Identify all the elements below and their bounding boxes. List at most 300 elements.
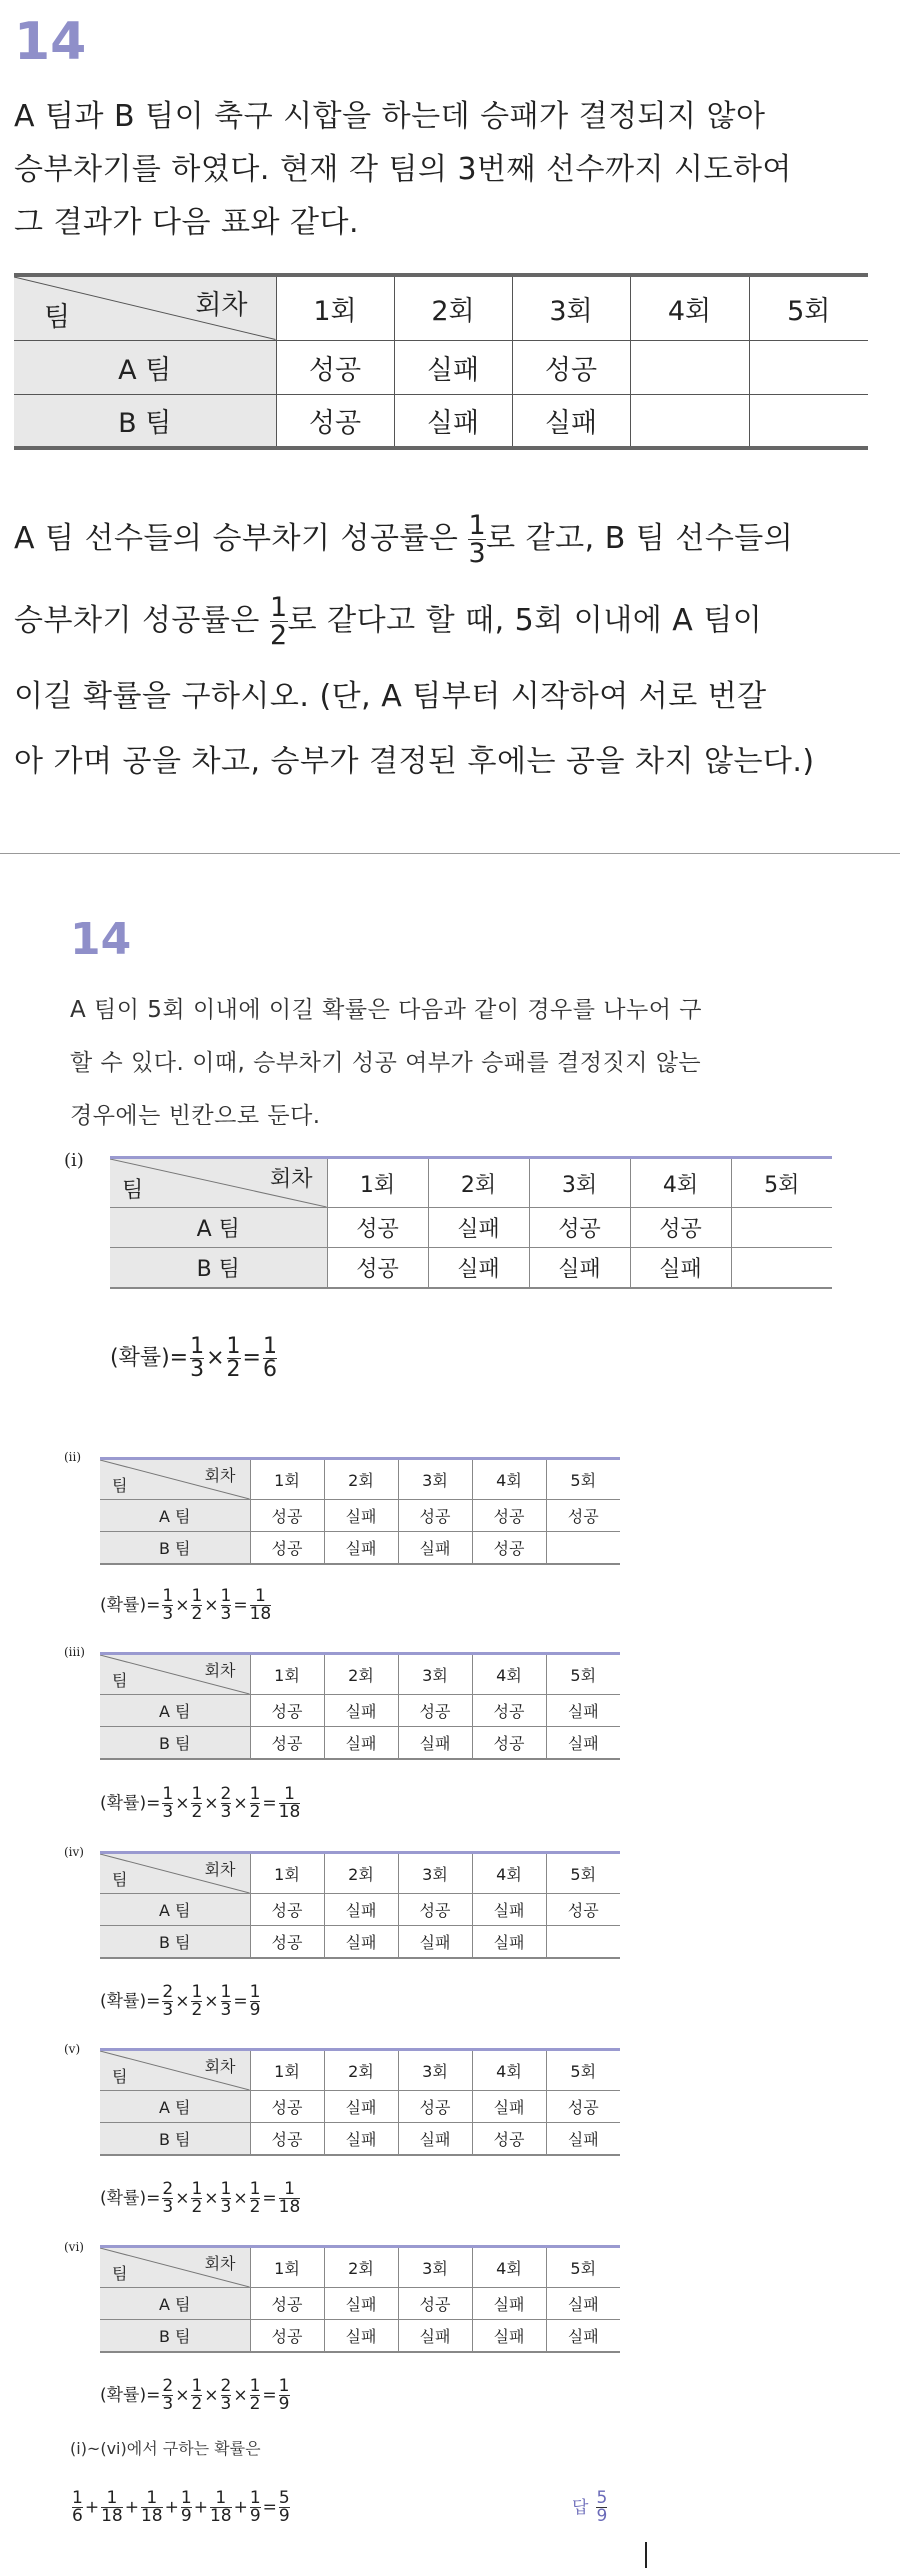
times-sign: × [204, 2188, 219, 2209]
fraction-denominator: 18 [209, 2506, 232, 2526]
question-table [14, 273, 868, 450]
probability-formula [100, 2378, 292, 2413]
times-sign: × [204, 2385, 219, 2406]
result-cell: 성공 [398, 2091, 472, 2123]
fraction-denominator: 3 [220, 1604, 232, 1624]
condition-line: 아 가며 공을 차고, 승부가 결정된 후에는 공을 차지 않는다.) [14, 744, 815, 779]
table-corner-cell [100, 1654, 250, 1695]
round-header: 4회 [472, 1654, 546, 1695]
result-cell: 성공 [250, 2288, 324, 2320]
equals-sign: = [146, 1595, 161, 1616]
round-header: 5회 [764, 1172, 800, 1198]
equals-sign: = [233, 1595, 248, 1616]
equals-sign: = [262, 2385, 277, 2406]
fraction-numerator: 1 [72, 2488, 83, 2508]
fraction [191, 2378, 202, 2413]
solution-line: 할 수 있다. 이때, 승부차기 성공 여부가 승패를 결정짓지 않는 [70, 1050, 702, 1076]
result-cell: 실패 [398, 1532, 472, 1564]
probability-formula [100, 1786, 302, 1821]
case-label: (vi) [64, 2240, 84, 2254]
probability-formula [100, 2181, 302, 2216]
case-label: (iii) [64, 1645, 85, 1659]
fraction [162, 1786, 173, 1821]
result-cell: 실패 [428, 1208, 529, 1248]
result-cell: 실패 [398, 2123, 472, 2155]
table-corner-cell [100, 2050, 250, 2091]
times-sign: × [175, 1991, 190, 2012]
result-cell: 실패 [394, 394, 512, 448]
equals-sign: = [262, 1793, 277, 1814]
result-cell: 실패 [472, 2288, 546, 2320]
team-a-label: A 팀 [14, 340, 276, 394]
round-header: 4회 [472, 2247, 546, 2288]
text-cursor [645, 2542, 647, 2568]
fraction-denominator: 3 [220, 2394, 232, 2414]
result-cell: 성공 [250, 1500, 324, 1532]
round-header: 1회 [250, 1654, 324, 1695]
fraction-denominator: 3 [190, 1357, 205, 1382]
fraction-denominator: 3 [220, 2197, 232, 2217]
result-cell [546, 1926, 620, 1958]
fraction-numerator: 2 [162, 2376, 174, 2396]
corner-team-label: 팀 [112, 1476, 128, 1495]
question-line: A 팀과 B 팀이 축구 시합을 하는데 승패가 결정되지 않아 [14, 99, 766, 134]
result-cell: 실패 [567, 2295, 599, 2314]
condition-text-part: 로 같다고 할 때, 5회 이내에 A 팀이 [287, 603, 763, 638]
result-cell: 성공 [250, 1894, 324, 1926]
result-cell: 성공 [472, 1500, 546, 1532]
result-cell: 성공 [630, 1208, 731, 1248]
fraction-denominator: 2 [249, 1802, 261, 1822]
team-a-label: A 팀 [110, 1208, 327, 1248]
condition-line: 이길 확률을 구하시오. (단, A 팀부터 시작하여 서로 번갈 [14, 679, 767, 714]
fraction-numerator: 2 [220, 2376, 232, 2396]
fraction-denominator: 2 [191, 2394, 203, 2414]
result-cell: 실패 [529, 1248, 630, 1288]
probability-label: (확률) [100, 1991, 147, 2012]
result-cell: 실패 [512, 394, 630, 448]
solution-text [70, 984, 702, 1143]
corner-round-label: 회차 [204, 1661, 236, 1680]
result-cell: 성공 [472, 1695, 546, 1727]
fraction-numerator: 1 [249, 2179, 261, 2199]
fraction [250, 1588, 272, 1623]
question-text [14, 90, 792, 249]
fraction [227, 1336, 241, 1381]
round-header: 1회 [250, 2050, 324, 2091]
round-header: 2회 [324, 1654, 398, 1695]
fraction [279, 2378, 290, 2413]
fraction-numerator: 1 [191, 1982, 203, 2002]
corner-round-label: 회차 [204, 1466, 236, 1485]
fraction-numerator: 1 [146, 2488, 158, 2508]
round-header: 5회 [570, 1865, 597, 1884]
times-sign: × [233, 2188, 248, 2209]
round-header: 3회 [512, 275, 630, 340]
team-b-label: B 팀 [100, 1926, 250, 1958]
fraction-denominator: 9 [278, 2394, 290, 2414]
result-cell [731, 1208, 832, 1248]
result-cell: 실패 [428, 1248, 529, 1288]
equals-sign: = [146, 1793, 161, 1814]
round-header: 2회 [428, 1158, 529, 1208]
times-sign: × [175, 1595, 190, 1616]
result-cell: 실패 [398, 2320, 472, 2352]
fraction [191, 1588, 202, 1623]
equals-sign: = [146, 2385, 161, 2406]
fraction-numerator: 1 [220, 1982, 232, 2002]
fraction-denominator: 9 [249, 2506, 261, 2526]
fraction [221, 2378, 232, 2413]
round-header: 1회 [276, 275, 394, 340]
result-cell: 성공 [529, 1208, 630, 1248]
result-cell [546, 1532, 620, 1564]
result-cell: 성공 [472, 1532, 546, 1564]
times-sign: × [175, 1793, 190, 1814]
result-cell: 성공 [250, 2123, 324, 2155]
fraction-numerator: 1 [262, 1334, 277, 1359]
corner-round-label: 회차 [269, 1167, 313, 1192]
fraction-numerator: 2 [162, 1982, 174, 2002]
fraction-denominator: 6 [72, 2506, 83, 2526]
plus-sign: + [84, 2497, 100, 2518]
fraction [162, 2378, 173, 2413]
team-a-label: A 팀 [100, 1500, 250, 1532]
result-cell: 성공 [472, 2123, 546, 2155]
fraction-denominator: 2 [191, 2197, 203, 2217]
team-b-label: B 팀 [100, 2123, 250, 2155]
question-line: 승부차기를 하였다. 현재 각 팀의 3번째 선수까지 시도하여 [14, 152, 792, 187]
team-a-label: A 팀 [100, 1894, 250, 1926]
result-cell: 실패 [324, 1727, 398, 1759]
fraction-numerator: 1 [220, 1586, 232, 1606]
round-header: 5회 [787, 295, 831, 327]
case-label: (v) [64, 2042, 81, 2056]
probability-formula [100, 1588, 273, 1623]
fraction [162, 1588, 173, 1623]
result-cell: 실패 [324, 2091, 398, 2123]
result-cell: 실패 [567, 2326, 599, 2346]
fraction-numerator: 1 [191, 1784, 203, 1804]
times-sign: × [206, 1345, 225, 1371]
fraction [162, 1984, 173, 2019]
fraction [596, 2490, 607, 2525]
case-table [100, 1652, 620, 1760]
fraction-numerator: 1 [255, 1586, 266, 1606]
probability-formula [100, 1984, 262, 2019]
plus-sign: + [124, 2497, 139, 2518]
equals-sign: = [169, 1345, 189, 1371]
round-header: 5회 [570, 1666, 597, 1685]
case-label: (iv) [64, 1845, 84, 1859]
result-cell: 실패 [324, 1500, 398, 1532]
round-header: 1회 [250, 1853, 324, 1894]
fraction [191, 1786, 202, 1821]
result-cell: 실패 [324, 1695, 398, 1727]
result-cell: 성공 [250, 2320, 324, 2352]
result-cell: 성공 [398, 2288, 472, 2320]
corner-team-label: 팀 [112, 1870, 128, 1889]
fraction-denominator: 3 [162, 2394, 174, 2414]
fraction-denominator: 9 [278, 2506, 290, 2526]
probability-label: (확률) [110, 1345, 170, 1371]
equals-sign: = [262, 2497, 277, 2518]
round-header: 4회 [472, 1853, 546, 1894]
round-header: 3회 [398, 2247, 472, 2288]
fraction-denominator: 9 [596, 2506, 608, 2526]
fraction-numerator: 5 [596, 2488, 608, 2508]
fraction [279, 2181, 301, 2216]
corner-team-label: 팀 [122, 1178, 144, 1203]
result-cell [731, 1248, 832, 1288]
result-cell: 성공 [250, 1695, 324, 1727]
round-header: 3회 [529, 1158, 630, 1208]
fraction [191, 1984, 202, 2019]
fraction-numerator: 1 [468, 510, 487, 541]
solution-number: 14 [70, 914, 132, 965]
result-cell: 실패 [472, 1894, 546, 1926]
result-cell: 성공 [398, 1695, 472, 1727]
probability-label: (확률) [100, 2188, 147, 2209]
fraction-denominator: 9 [249, 2000, 261, 2020]
table-corner-cell [100, 1853, 250, 1894]
result-cell: 실패 [394, 340, 512, 394]
fraction-numerator: 1 [190, 1334, 205, 1359]
fraction [263, 1336, 277, 1381]
round-header: 1회 [250, 1459, 324, 1500]
result-cell: 실패 [398, 1926, 472, 1958]
fraction [221, 1786, 232, 1821]
fraction-denominator: 18 [278, 1802, 301, 1822]
team-b-label: B 팀 [14, 394, 276, 448]
result-cell [749, 340, 868, 394]
round-header: 3회 [398, 1853, 472, 1894]
result-cell: 성공 [250, 1727, 324, 1759]
result-cell: 성공 [250, 2091, 324, 2123]
round-header: 2회 [324, 2050, 398, 2091]
table-corner-cell [100, 2247, 250, 2288]
team-b-label: B 팀 [100, 1727, 250, 1759]
fraction [468, 512, 486, 567]
case-table [100, 2245, 620, 2353]
result-cell: 성공 [472, 1727, 546, 1759]
case-table [110, 1156, 832, 1289]
case-table [100, 1457, 620, 1565]
table-corner-cell [14, 275, 276, 340]
fraction-numerator: 5 [278, 2488, 290, 2508]
fraction [250, 1786, 261, 1821]
times-sign: × [204, 1595, 219, 1616]
fraction-denominator: 2 [249, 2197, 261, 2217]
result-cell: 실패 [324, 1926, 398, 1958]
result-cell: 성공 [512, 340, 630, 394]
round-header: 4회 [630, 1158, 731, 1208]
fraction-denominator: 3 [220, 2000, 232, 2020]
round-header: 5회 [570, 2259, 597, 2278]
result-cell: 실패 [398, 1727, 472, 1759]
fraction [221, 2181, 232, 2216]
round-header: 2회 [394, 275, 512, 340]
fraction-numerator: 1 [249, 2488, 261, 2508]
fraction-denominator: 2 [191, 2000, 203, 2020]
fraction-denominator: 3 [468, 538, 487, 569]
result-cell: 실패 [567, 1702, 599, 1721]
result-cell: 실패 [324, 2288, 398, 2320]
fraction-denominator: 2 [269, 620, 288, 651]
equals-sign: = [146, 1991, 161, 2012]
result-cell: 성공 [250, 1926, 324, 1958]
fraction-denominator: 2 [249, 2394, 261, 2414]
fraction-numerator: 1 [220, 2179, 232, 2199]
corner-round-label: 회차 [195, 290, 248, 321]
fraction [221, 1588, 232, 1623]
corner-round-label: 회차 [204, 1860, 236, 1879]
fraction-denominator: 2 [226, 1357, 241, 1382]
condition-text-part: 승부차기 성공률은 [14, 603, 260, 638]
team-a-label: A 팀 [100, 2288, 250, 2320]
result-cell: 실패 [567, 1733, 599, 1753]
fraction [191, 2181, 202, 2216]
result-cell: 실패 [324, 2320, 398, 2352]
fraction [190, 1336, 204, 1381]
probability-label: (확률) [100, 1595, 147, 1616]
fraction-denominator: 6 [262, 1357, 277, 1382]
result-cell: 실패 [324, 1532, 398, 1564]
fraction [250, 2490, 261, 2525]
equals-sign: = [262, 2188, 277, 2209]
times-sign: × [233, 2385, 248, 2406]
fraction [101, 2490, 123, 2525]
round-header: 3회 [398, 1459, 472, 1500]
round-header: 5회 [570, 1471, 597, 1490]
table-corner-cell [100, 1459, 250, 1500]
round-header: 3회 [398, 2050, 472, 2091]
result-cell: 실패 [472, 1926, 546, 1958]
corner-team-label: 팀 [112, 2264, 128, 2283]
fraction-denominator: 2 [191, 1802, 203, 1822]
fraction-numerator: 2 [220, 1784, 232, 1804]
condition-text-part: 로 같고, B 팀 선수들의 [486, 521, 794, 556]
times-sign: × [175, 2188, 190, 2209]
plus-sign: + [164, 2497, 179, 2518]
team-b-label: B 팀 [110, 1248, 327, 1288]
condition-text-part: A 팀 선수들의 승부차기 성공률은 [14, 521, 459, 556]
question-section [0, 0, 900, 853]
round-header: 4회 [630, 275, 749, 340]
round-header: 4회 [472, 2050, 546, 2091]
result-cell: 성공 [276, 340, 394, 394]
fraction-numerator: 1 [180, 2488, 192, 2508]
plus-sign: + [193, 2497, 208, 2518]
result-cell: 실패 [472, 2320, 546, 2352]
fraction-numerator: 1 [249, 1982, 261, 2002]
result-cell [630, 394, 749, 448]
fraction-numerator: 1 [269, 592, 288, 623]
fraction-denominator: 18 [278, 2197, 301, 2217]
result-cell: 성공 [398, 1500, 472, 1532]
fraction-denominator: 18 [101, 2506, 123, 2526]
round-header: 2회 [324, 1459, 398, 1500]
result-cell: 성공 [567, 1901, 599, 1920]
corner-team-label: 팀 [112, 1671, 128, 1690]
fraction-numerator: 1 [226, 1334, 241, 1359]
fraction-numerator: 1 [278, 2376, 290, 2396]
fraction [279, 2490, 290, 2525]
result-cell: 성공 [327, 1248, 428, 1288]
fraction-numerator: 1 [162, 1586, 174, 1606]
equals-sign: = [233, 1991, 248, 2012]
fraction-denominator: 18 [249, 1604, 272, 1624]
round-header: 4회 [472, 1459, 546, 1500]
fraction-denominator: 3 [162, 2197, 174, 2217]
plus-sign: + [233, 2497, 248, 2518]
fraction-denominator: 3 [162, 1604, 174, 1624]
round-header: 2회 [324, 2247, 398, 2288]
case-table [100, 2048, 620, 2156]
solution-line: 경우에는 빈칸으로 둔다. [70, 1103, 321, 1129]
fraction-denominator: 2 [191, 1604, 203, 1624]
fraction-denominator: 3 [162, 2000, 174, 2020]
fraction [270, 594, 288, 649]
fraction-numerator: 2 [162, 2179, 174, 2199]
fraction-numerator: 1 [249, 2376, 261, 2396]
times-sign: × [204, 1991, 219, 2012]
round-header: 3회 [398, 1654, 472, 1695]
result-cell: 성공 [250, 1532, 324, 1564]
fraction-numerator: 1 [191, 1586, 203, 1606]
case-label: (i) [64, 1150, 84, 1171]
fraction-numerator: 1 [106, 2488, 118, 2508]
result-cell: 성공 [327, 1208, 428, 1248]
condition-text [14, 498, 815, 792]
times-sign: × [204, 1793, 219, 1814]
result-cell: 실패 [567, 2129, 599, 2149]
question-number: 14 [14, 12, 87, 72]
fraction-denominator: 3 [220, 1802, 232, 1822]
fraction-numerator: 1 [191, 2179, 203, 2199]
fraction-numerator: 1 [162, 1784, 174, 1804]
answer [572, 2490, 609, 2525]
result-cell: 성공 [567, 2098, 599, 2117]
result-cell: 실패 [472, 2091, 546, 2123]
question-line: 그 결과가 다음 표와 같다. [14, 205, 359, 240]
fraction [279, 1786, 301, 1821]
fraction-numerator: 1 [249, 1784, 261, 1804]
result-cell: 실패 [324, 2123, 398, 2155]
corner-round-label: 회차 [204, 2057, 236, 2076]
result-cell: 실패 [324, 1894, 398, 1926]
result-cell: 성공 [567, 1507, 599, 1526]
team-a-label: A 팀 [100, 2091, 250, 2123]
equals-sign: = [242, 1345, 261, 1371]
case-table [100, 1851, 620, 1959]
fraction-numerator: 1 [284, 1784, 295, 1804]
probability-formula [110, 1336, 279, 1381]
fraction-denominator: 3 [162, 1802, 174, 1822]
solution-line: A 팀이 5회 이내에 이길 확률은 다음과 같이 경우를 나누어 구 [70, 997, 702, 1023]
round-header: 1회 [327, 1158, 428, 1208]
times-sign: × [175, 2385, 190, 2406]
corner-team-label: 팀 [44, 301, 71, 333]
result-cell: 실패 [630, 1248, 731, 1288]
condition-line [14, 580, 815, 662]
fraction [250, 2181, 261, 2216]
probability-label: (확률) [100, 1793, 147, 1814]
fraction [210, 2490, 232, 2525]
equals-sign: = [146, 2188, 161, 2209]
condition-line [14, 498, 815, 580]
fraction [250, 1984, 261, 2019]
